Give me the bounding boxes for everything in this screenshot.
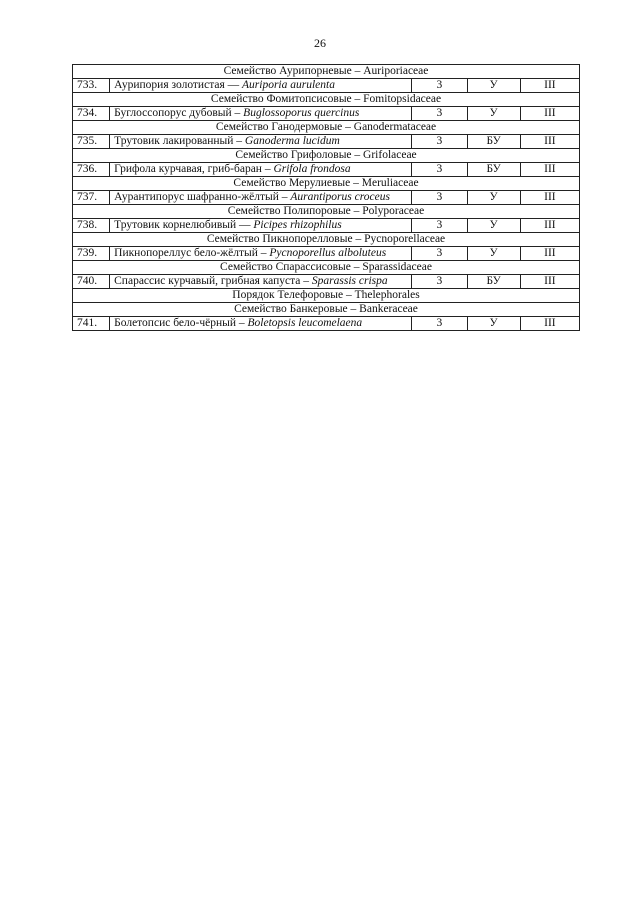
species-row bbox=[73, 219, 580, 233]
species-name-cell bbox=[110, 219, 412, 233]
rank-value: III bbox=[520, 191, 579, 205]
rank-value: III bbox=[520, 275, 579, 289]
section-heading-row bbox=[73, 177, 580, 191]
species-name-cell bbox=[110, 275, 412, 289]
species-number: 733. bbox=[73, 79, 110, 93]
species-latin-name: Grifola frondosa bbox=[273, 163, 351, 175]
page-number: 26 bbox=[314, 36, 326, 50]
species-name-cell bbox=[110, 107, 412, 121]
section-heading: Семейство Грифоловые – Grifolaceae bbox=[73, 149, 580, 163]
section-heading-row bbox=[73, 121, 580, 135]
category-value: 3 bbox=[412, 135, 467, 149]
species-table-body bbox=[73, 65, 580, 331]
species-latin-name: Aurantiporus croceus bbox=[290, 191, 390, 203]
species-name-cell bbox=[110, 191, 412, 205]
species-name-cell bbox=[110, 317, 412, 331]
species-russian-name: Спарассис курчавый, грибная капуста – bbox=[114, 275, 310, 287]
rank-value: III bbox=[520, 107, 579, 121]
species-number: 741. bbox=[73, 317, 110, 331]
species-number: 735. bbox=[73, 135, 110, 149]
species-table bbox=[72, 64, 580, 331]
status-value: БУ bbox=[467, 135, 520, 149]
status-value: У bbox=[467, 107, 520, 121]
species-number: 739. bbox=[73, 247, 110, 261]
species-latin-name: Boletopsis leucomelaena bbox=[247, 317, 363, 329]
species-name-cell bbox=[110, 135, 412, 149]
species-russian-name: Аурантипорус шафранно-жёлтый – bbox=[114, 191, 288, 203]
section-heading: Семейство Аурипорневые – Auriporiaceae bbox=[73, 65, 580, 79]
species-row bbox=[73, 107, 580, 121]
species-row bbox=[73, 317, 580, 331]
section-heading: Порядок Телефоровые – Thelephorales bbox=[73, 289, 580, 303]
species-row bbox=[73, 275, 580, 289]
species-latin-name: Buglossoporus quercinus bbox=[243, 107, 360, 119]
species-name-cell bbox=[110, 247, 412, 261]
species-name-cell bbox=[110, 163, 412, 177]
category-value: 3 bbox=[412, 79, 467, 93]
species-russian-name: Болетопсис бело-чёрный – bbox=[114, 317, 245, 329]
species-row bbox=[73, 191, 580, 205]
species-russian-name: Пикнопореллус бело-жёлтый – bbox=[114, 247, 267, 259]
section-heading-row bbox=[73, 65, 580, 79]
section-heading: Семейство Спарассисовые – Sparassidaceae bbox=[73, 261, 580, 275]
section-heading-row bbox=[73, 233, 580, 247]
species-number: 738. bbox=[73, 219, 110, 233]
species-row bbox=[73, 163, 580, 177]
species-row bbox=[73, 135, 580, 149]
species-number: 740. bbox=[73, 275, 110, 289]
category-value: 3 bbox=[412, 219, 467, 233]
category-value: 3 bbox=[412, 191, 467, 205]
category-value: 3 bbox=[412, 275, 467, 289]
species-latin-name: Ganoderma lucidum bbox=[244, 135, 340, 147]
species-latin-name: Sparassis crispa bbox=[311, 275, 388, 287]
species-row bbox=[73, 79, 580, 93]
section-heading-row bbox=[73, 289, 580, 303]
section-heading-row bbox=[73, 205, 580, 219]
status-value: У bbox=[467, 79, 520, 93]
rank-value: III bbox=[520, 163, 579, 177]
category-value: 3 bbox=[412, 247, 467, 261]
species-russian-name: Грифола курчавая, гриб-баран – bbox=[114, 163, 271, 175]
status-value: БУ bbox=[467, 163, 520, 177]
section-heading-row bbox=[73, 261, 580, 275]
section-heading: Семейство Пикнопорелловые – Pycnoporellaceae bbox=[73, 233, 580, 247]
species-russian-name: Аурипория золотистая — bbox=[114, 79, 240, 91]
section-heading: Семейство Ганодермовые – Ganodermataceae bbox=[73, 121, 580, 135]
section-heading-row bbox=[73, 303, 580, 317]
species-latin-name: Picipes rhizophilus bbox=[253, 219, 342, 231]
species-number: 734. bbox=[73, 107, 110, 121]
rank-value: III bbox=[520, 79, 579, 93]
species-russian-name: Буглоссопорус дубовый – bbox=[114, 107, 241, 119]
section-heading-row bbox=[73, 93, 580, 107]
section-heading: Семейство Банкеровые – Bankeraceae bbox=[73, 303, 580, 317]
species-latin-name: Pycnoporellus alboluteus bbox=[269, 247, 387, 259]
species-name-cell bbox=[110, 79, 412, 93]
species-latin-name: Auriporia aurulenta bbox=[242, 79, 335, 91]
section-heading-row bbox=[73, 149, 580, 163]
status-value: У bbox=[467, 191, 520, 205]
species-russian-name: Трутовик корнелюбивый — bbox=[114, 219, 251, 231]
species-row bbox=[73, 247, 580, 261]
category-value: 3 bbox=[412, 317, 467, 331]
rank-value: III bbox=[520, 317, 579, 331]
species-number: 737. bbox=[73, 191, 110, 205]
rank-value: III bbox=[520, 135, 579, 149]
status-value: БУ bbox=[467, 275, 520, 289]
category-value: 3 bbox=[412, 163, 467, 177]
category-value: 3 bbox=[412, 107, 467, 121]
status-value: У bbox=[467, 219, 520, 233]
rank-value: III bbox=[520, 219, 579, 233]
section-heading: Семейство Фомитопсисовые – Fomitopsidaceae bbox=[73, 93, 580, 107]
section-heading: Семейство Мерулиевые – Meruliaceae bbox=[73, 177, 580, 191]
status-value: У bbox=[467, 317, 520, 331]
species-number: 736. bbox=[73, 163, 110, 177]
status-value: У bbox=[467, 247, 520, 261]
section-heading: Семейство Полипоровые – Polyporaceae bbox=[73, 205, 580, 219]
rank-value: III bbox=[520, 247, 579, 261]
species-russian-name: Трутовик лакированный – bbox=[114, 135, 243, 147]
